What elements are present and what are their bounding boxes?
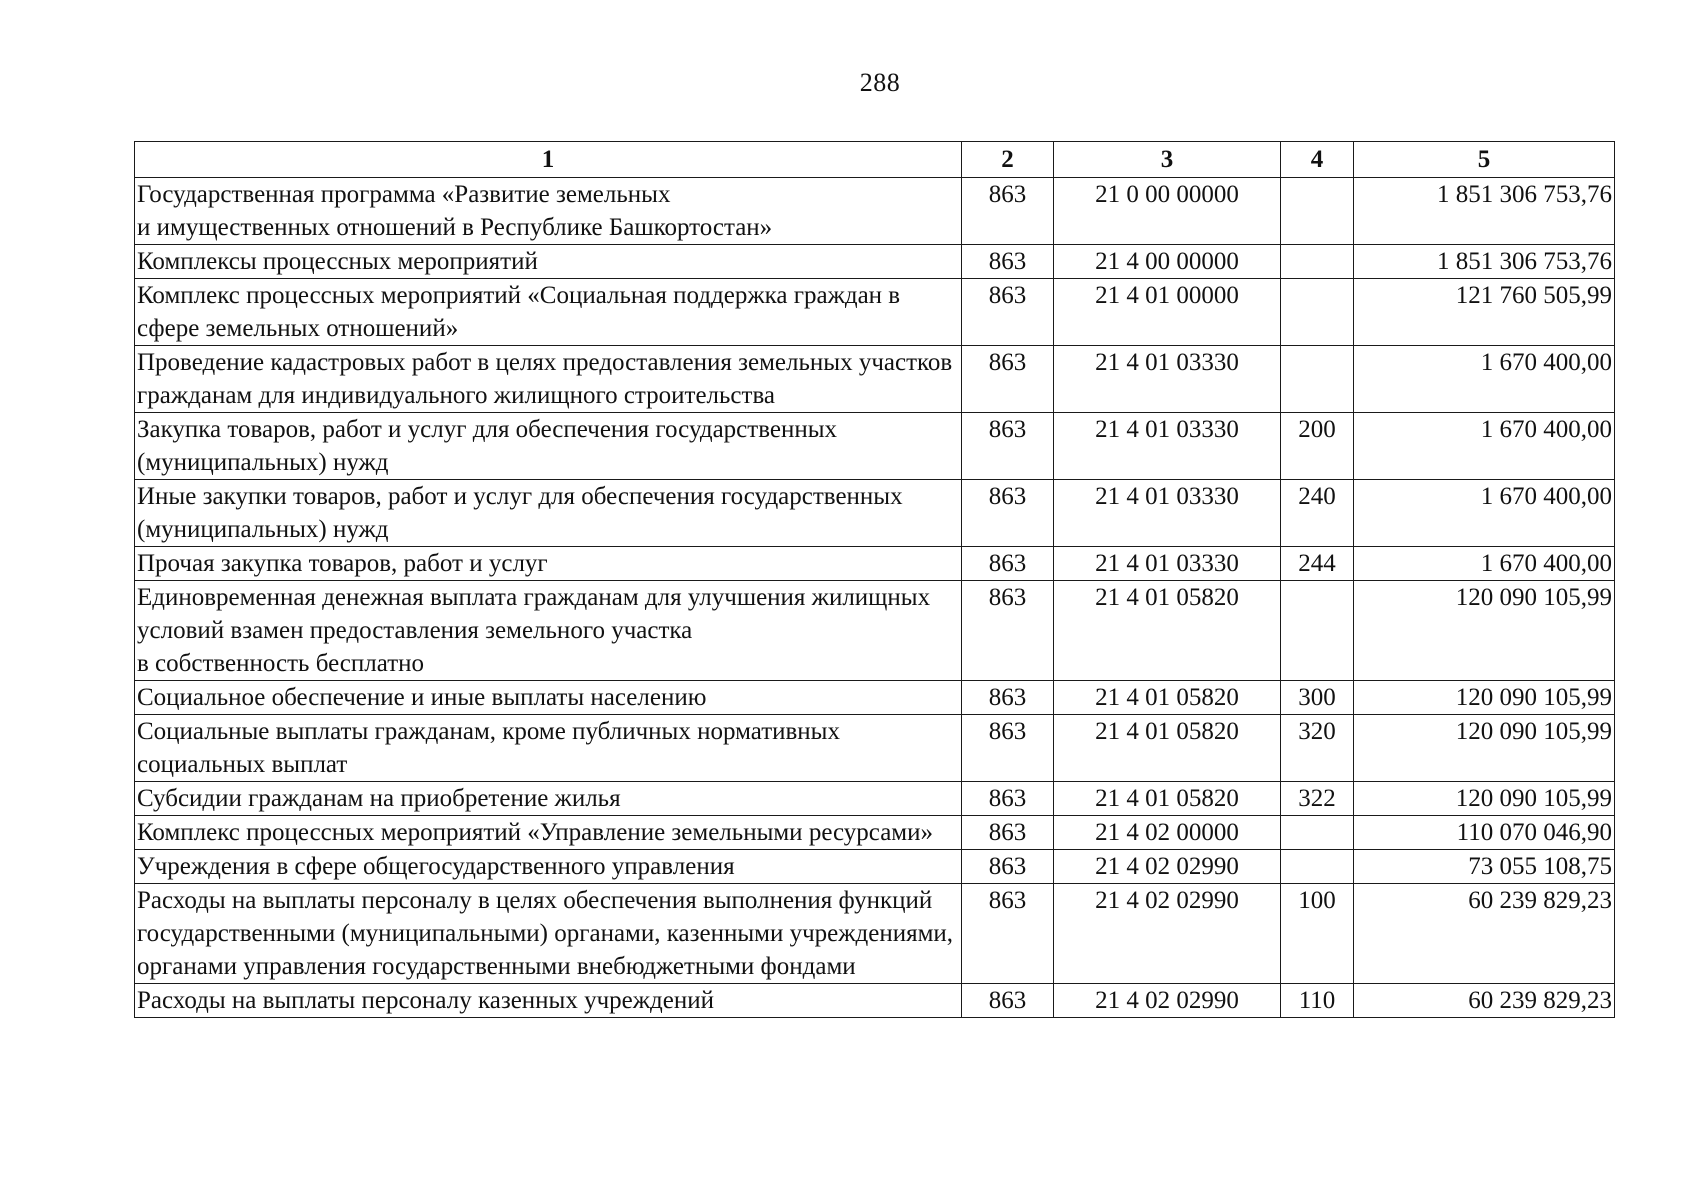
row-expense-type-code-cell: 110 [1281,984,1354,1018]
column-header-5: 5 [1354,142,1615,178]
row-amount-cell: 120 090 105,99 [1354,581,1615,681]
table-row [135,480,1615,547]
row-department-code-cell: 863 [962,547,1054,581]
row-target-item-code-cell: 21 4 01 05820 [1054,715,1281,782]
row-name-cell: Расходы на выплаты персоналу в целях обеспечения выполнения функций государственными (муниципальными) органами, казенными учреждениями, органами управления государственными внебюджетными фондами [135,884,962,984]
row-expense-type-code-cell: 322 [1281,782,1354,816]
row-target-item-code-cell: 21 4 01 03330 [1054,413,1281,480]
row-expense-type-code-cell: 244 [1281,547,1354,581]
row-department-code-cell: 863 [962,782,1054,816]
row-department-code-cell: 863 [962,884,1054,984]
row-target-item-code-cell: 21 4 00 00000 [1054,245,1281,279]
table-body [135,178,1615,1018]
column-header-4: 4 [1281,142,1354,178]
table-row [135,884,1615,984]
page-number: 288 [859,68,901,97]
budget-table [134,141,1615,1018]
row-expense-type-code-cell: 300 [1281,681,1354,715]
row-expense-type-code-cell [1281,245,1354,279]
row-department-code-cell: 863 [962,346,1054,413]
row-name-cell: Субсидии гражданам на приобретение жилья [135,782,962,816]
header-row [135,142,1615,178]
row-department-code-cell: 863 [962,480,1054,547]
table-row [135,413,1615,480]
column-header-1: 1 [135,142,962,178]
row-expense-type-code-cell [1281,178,1354,245]
row-target-item-code-cell: 21 4 01 03330 [1054,346,1281,413]
row-amount-cell: 73 055 108,75 [1354,850,1615,884]
row-name-cell: Комплекс процессных мероприятий «Управление земельными ресурсами» [135,816,962,850]
row-name-cell: Социальное обеспечение и иные выплаты населению [135,681,962,715]
table-row [135,279,1615,346]
row-amount-cell: 121 760 505,99 [1354,279,1615,346]
row-department-code-cell: 863 [962,581,1054,681]
column-header-2: 2 [962,142,1054,178]
row-target-item-code-cell: 21 4 01 00000 [1054,279,1281,346]
row-name-cell: Государственная программа «Развитие земельных и имущественных отношений в Республике Башкортостан» [135,178,962,245]
row-expense-type-code-cell [1281,850,1354,884]
row-expense-type-code-cell: 200 [1281,413,1354,480]
row-department-code-cell: 863 [962,850,1054,884]
row-expense-type-code-cell: 320 [1281,715,1354,782]
table-row [135,346,1615,413]
row-name-cell: Закупка товаров, работ и услуг для обеспечения государственных (муниципальных) нужд [135,413,962,480]
row-department-code-cell: 863 [962,245,1054,279]
table-row [135,178,1615,245]
table-row [135,715,1615,782]
row-target-item-code-cell: 21 4 02 02990 [1054,984,1281,1018]
row-amount-cell: 1 670 400,00 [1354,547,1615,581]
row-target-item-code-cell: 21 4 01 05820 [1054,581,1281,681]
row-target-item-code-cell: 21 4 02 02990 [1054,850,1281,884]
row-name-cell: Иные закупки товаров, работ и услуг для обеспечения государственных (муниципальных) нужд [135,480,962,547]
table-row [135,850,1615,884]
row-target-item-code-cell: 21 0 00 00000 [1054,178,1281,245]
row-amount-cell: 60 239 829,23 [1354,884,1615,984]
row-name-cell: Комплексы процессных мероприятий [135,245,962,279]
row-name-cell: Расходы на выплаты персоналу казенных учреждений [135,984,962,1018]
row-amount-cell: 120 090 105,99 [1354,782,1615,816]
row-target-item-code-cell: 21 4 01 03330 [1054,547,1281,581]
row-name-cell: Прочая закупка товаров, работ и услуг [135,547,962,581]
row-name-cell: Социальные выплаты гражданам, кроме публичных нормативных социальных выплат [135,715,962,782]
table-row [135,245,1615,279]
row-amount-cell: 120 090 105,99 [1354,681,1615,715]
row-target-item-code-cell: 21 4 02 00000 [1054,816,1281,850]
row-expense-type-code-cell [1281,346,1354,413]
row-target-item-code-cell: 21 4 01 05820 [1054,681,1281,715]
row-name-cell: Учреждения в сфере общегосударственного управления [135,850,962,884]
row-amount-cell: 1 851 306 753,76 [1354,245,1615,279]
table-header [135,142,1615,178]
table-row [135,816,1615,850]
row-department-code-cell: 863 [962,715,1054,782]
row-department-code-cell: 863 [962,413,1054,480]
table-row [135,547,1615,581]
row-expense-type-code-cell [1281,279,1354,346]
row-expense-type-code-cell: 100 [1281,884,1354,984]
row-expense-type-code-cell [1281,816,1354,850]
table-row [135,681,1615,715]
row-department-code-cell: 863 [962,816,1054,850]
row-target-item-code-cell: 21 4 01 05820 [1054,782,1281,816]
row-name-cell: Комплекс процессных мероприятий «Социальная поддержка граждан в сфере земельных отношений» [135,279,962,346]
row-amount-cell: 110 070 046,90 [1354,816,1615,850]
row-department-code-cell: 863 [962,984,1054,1018]
row-amount-cell: 1 851 306 753,76 [1354,178,1615,245]
row-department-code-cell: 863 [962,681,1054,715]
table-row [135,581,1615,681]
row-department-code-cell: 863 [962,178,1054,245]
row-target-item-code-cell: 21 4 01 03330 [1054,480,1281,547]
table-row [135,984,1615,1018]
row-expense-type-code-cell: 240 [1281,480,1354,547]
row-amount-cell: 1 670 400,00 [1354,413,1615,480]
row-amount-cell: 120 090 105,99 [1354,715,1615,782]
row-department-code-cell: 863 [962,279,1054,346]
row-expense-type-code-cell [1281,581,1354,681]
column-header-3: 3 [1054,142,1281,178]
table-row [135,782,1615,816]
row-amount-cell: 1 670 400,00 [1354,480,1615,547]
row-name-cell: Единовременная денежная выплата гражданам для улучшения жилищных условий взамен предоставления земельного участка в собственность бесплатно [135,581,962,681]
row-name-cell: Проведение кадастровых работ в целях предоставления земельных участков гражданам для индивидуального жилищного строительства [135,346,962,413]
row-amount-cell: 1 670 400,00 [1354,346,1615,413]
row-target-item-code-cell: 21 4 02 02990 [1054,884,1281,984]
row-amount-cell: 60 239 829,23 [1354,984,1615,1018]
